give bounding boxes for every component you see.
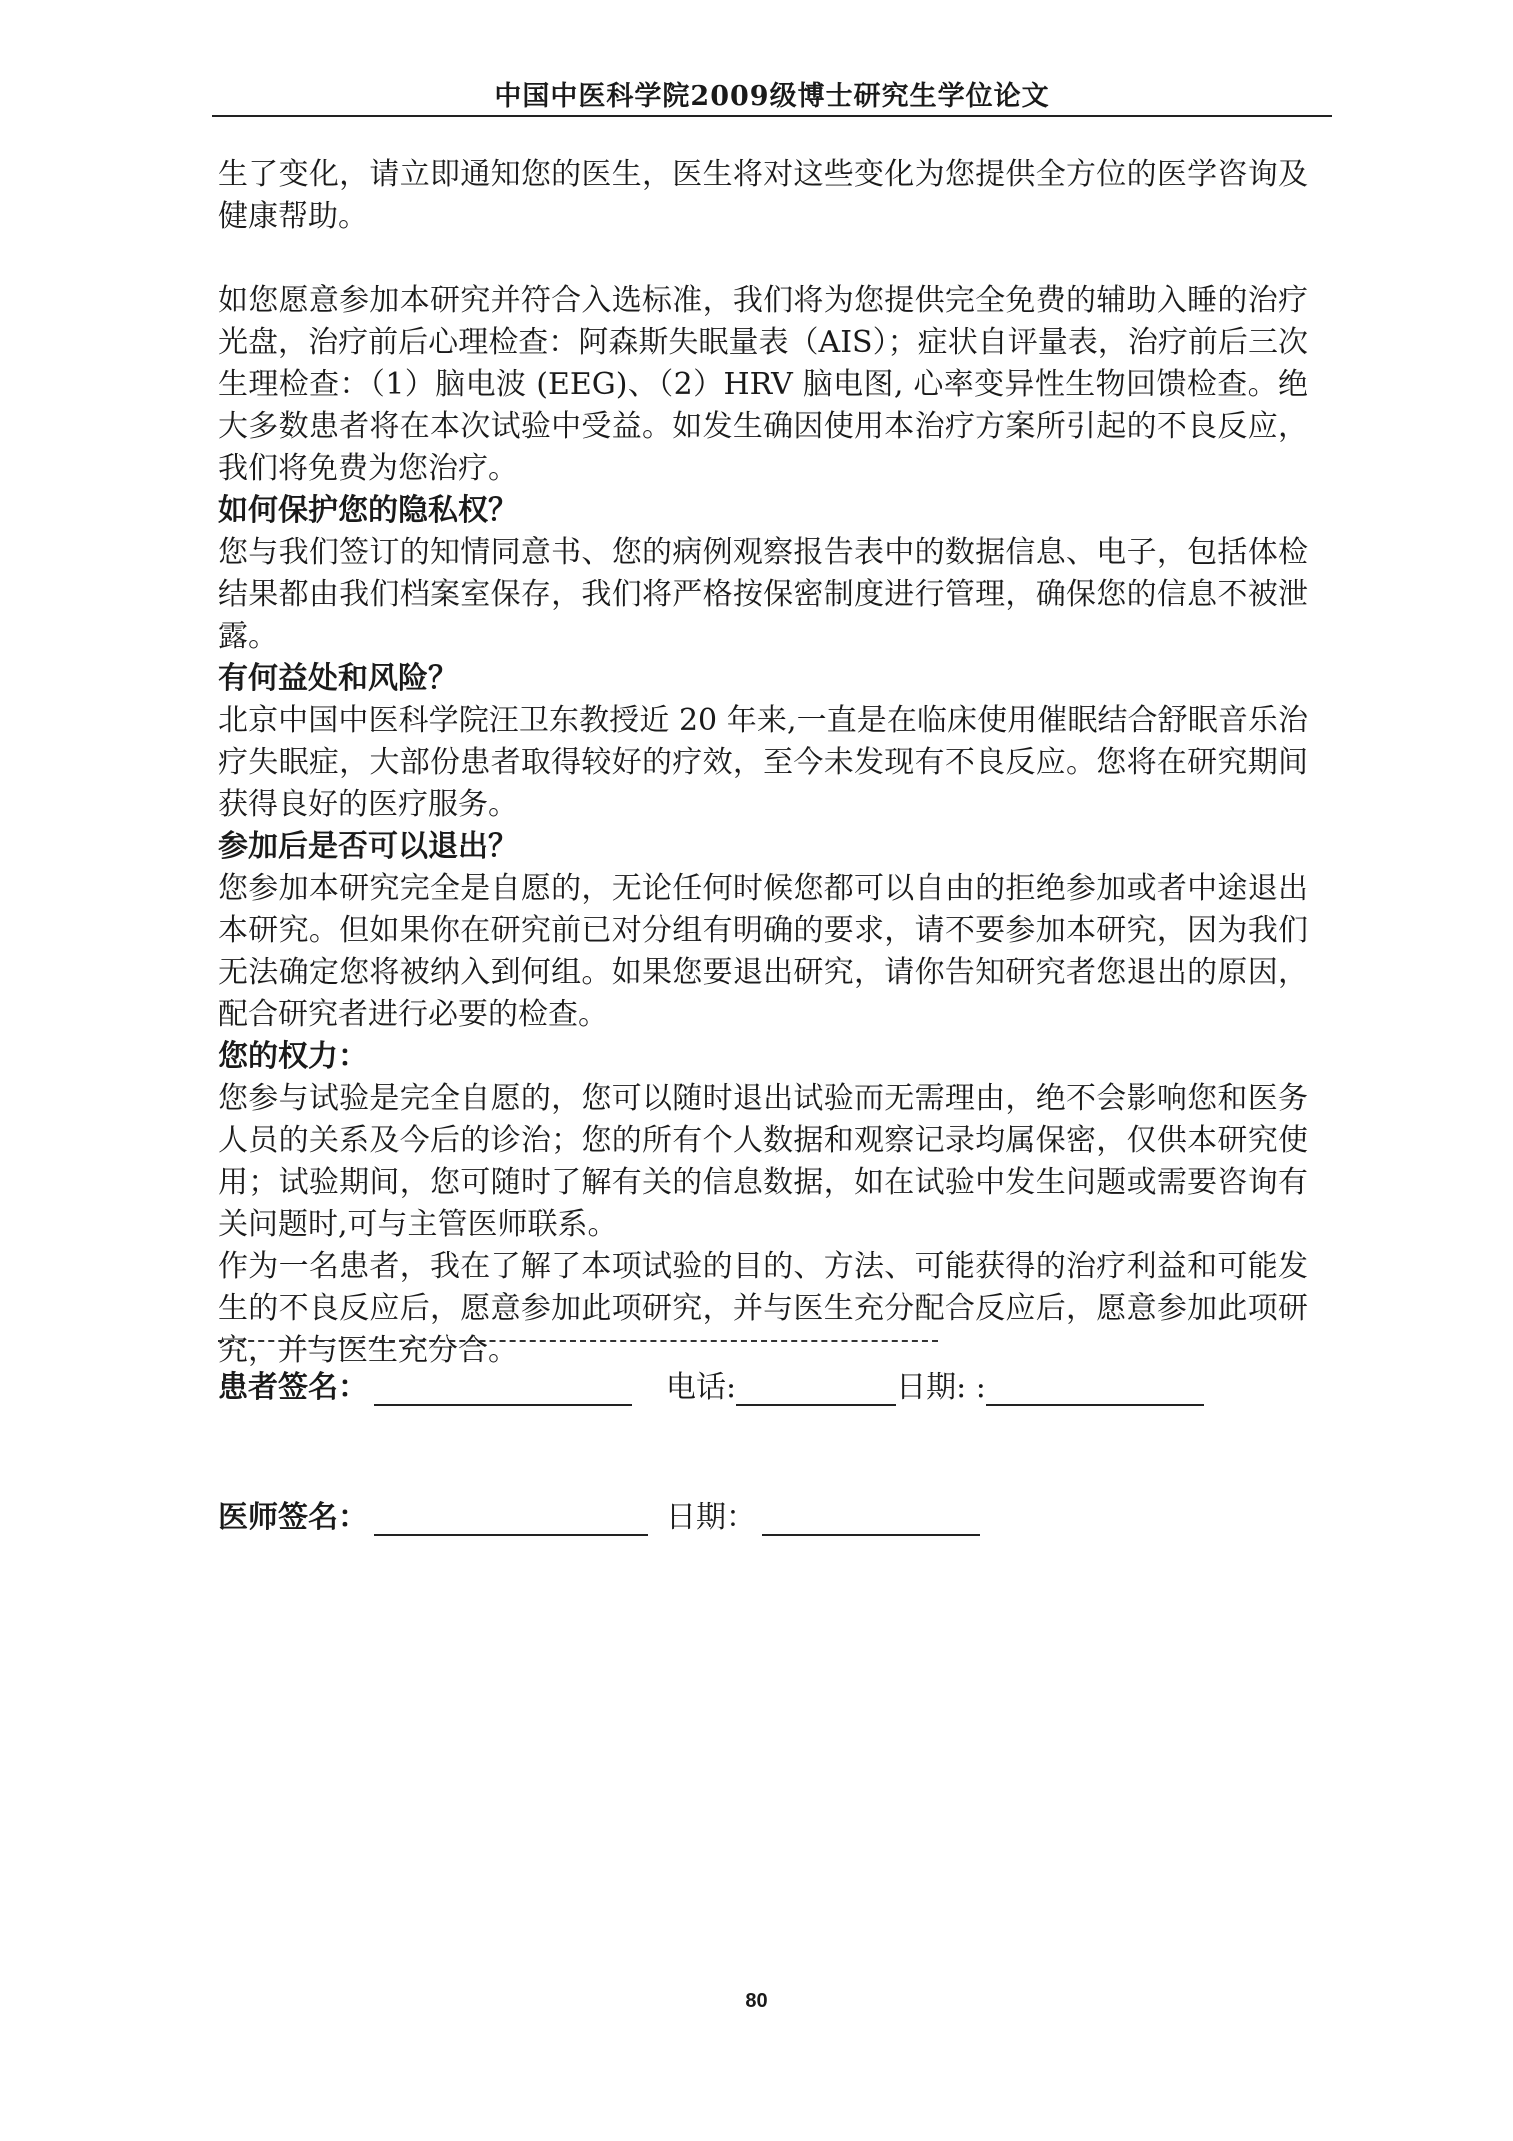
question-withdrawal: 参加后是否可以退出？: [218, 829, 518, 864]
patient-signature-field[interactable]: [374, 1370, 632, 1406]
page-header-title: 中国中医科学院2009级博士研究生学位论文: [494, 81, 1050, 112]
phone-field[interactable]: [736, 1370, 896, 1406]
patient-date-label: 日期: :: [896, 1370, 986, 1405]
patient-date-field[interactable]: [986, 1370, 1204, 1406]
header-rule: [212, 115, 1332, 117]
answer-privacy: 您与我们签订的知情同意书、您的病例观察报告表中的数据信息、电子，包括体检结果都由我们档案室保存，我们将严格按保密制度进行管理，确保您的信息不被泄露。: [218, 535, 1308, 654]
paragraph-participation: 如您愿意参加本研究并符合入选标准，我们将为您提供完全免费的辅助入睡的治疗光盘，治疗前后心理检查：阿森斯失眠量表（AIS）；症状自评量表，治疗前后三次生理检查：（1）脑电波 (EEG)、（2）HRV 脑电图, 心率变异性生物回馈检查。绝大多数患者将在本次试验中受益。如发生确因使用本治疗方案所引起的不良反应，我们将免费为您治疗。: [218, 283, 1308, 486]
answer-benefits-risks: 北京中国中医科学院汪卫东教授近 20 年来,一直是在临床使用催眠结合舒眠音乐治疗失眠症，大部份患者取得较好的疗效，至今未发现有不良反应。您将在研究期间获得良好的医疗服务。: [218, 703, 1308, 822]
answer-withdrawal: 您参加本研究完全是自愿的，无论任何时候您都可以自由的拒绝参加或者中途退出本研究。但如果你在研究前已对分组有明确的要求，请不要参加本研究，因为我们无法确定您将被纳入到何组。如果您要退出研究，请你告知研究者您退出的原因，配合研究者进行必要的检查。: [218, 871, 1308, 1032]
patient-signature-row: [218, 1362, 1204, 1406]
question-privacy: 如何保护您的隐私权？: [218, 493, 518, 528]
doctor-signature-label: 医师签名：: [218, 1500, 368, 1535]
paragraph-continuation: 生了变化，请立即通知您的医生，医生将对这些变化为您提供全方位的医学咨询及健康帮助。: [218, 157, 1308, 234]
document-body: [218, 154, 1308, 1372]
phone-label: 电话:: [666, 1370, 737, 1405]
question-benefits-risks: 有何益处和风险？: [218, 661, 458, 696]
doctor-signature-field[interactable]: [374, 1500, 648, 1536]
page-number: 80: [745, 1990, 768, 2012]
question-rights: 您的权力：: [218, 1039, 368, 1074]
doctor-signature-row: [218, 1492, 980, 1536]
doctor-date-field[interactable]: [762, 1500, 980, 1536]
patient-signature-label: 患者签名：: [218, 1370, 368, 1405]
answer-rights: 您参与试验是完全自愿的，您可以随时退出试验而无需理由，绝不会影响您和医务人员的关系及今后的诊治；您的所有个人数据和观察记录均属保密，仅供本研究使用；试验期间，您可随时了解有关的信息数据，如在试验中发生问题或需要咨询有关问题时,可与主管医师联系。: [218, 1081, 1308, 1242]
doctor-date-label: 日期：: [666, 1500, 756, 1535]
paragraph-consent-statement: 作为一名患者，我在了解了本项试验的目的、方法、可能获得的治疗利益和可能发生的不良反应后，愿意参加此项研究，并与医生充分配合反应后，愿意参加此项研究，并与医生充分合。: [218, 1249, 1308, 1368]
dashed-separator: [218, 1340, 938, 1342]
